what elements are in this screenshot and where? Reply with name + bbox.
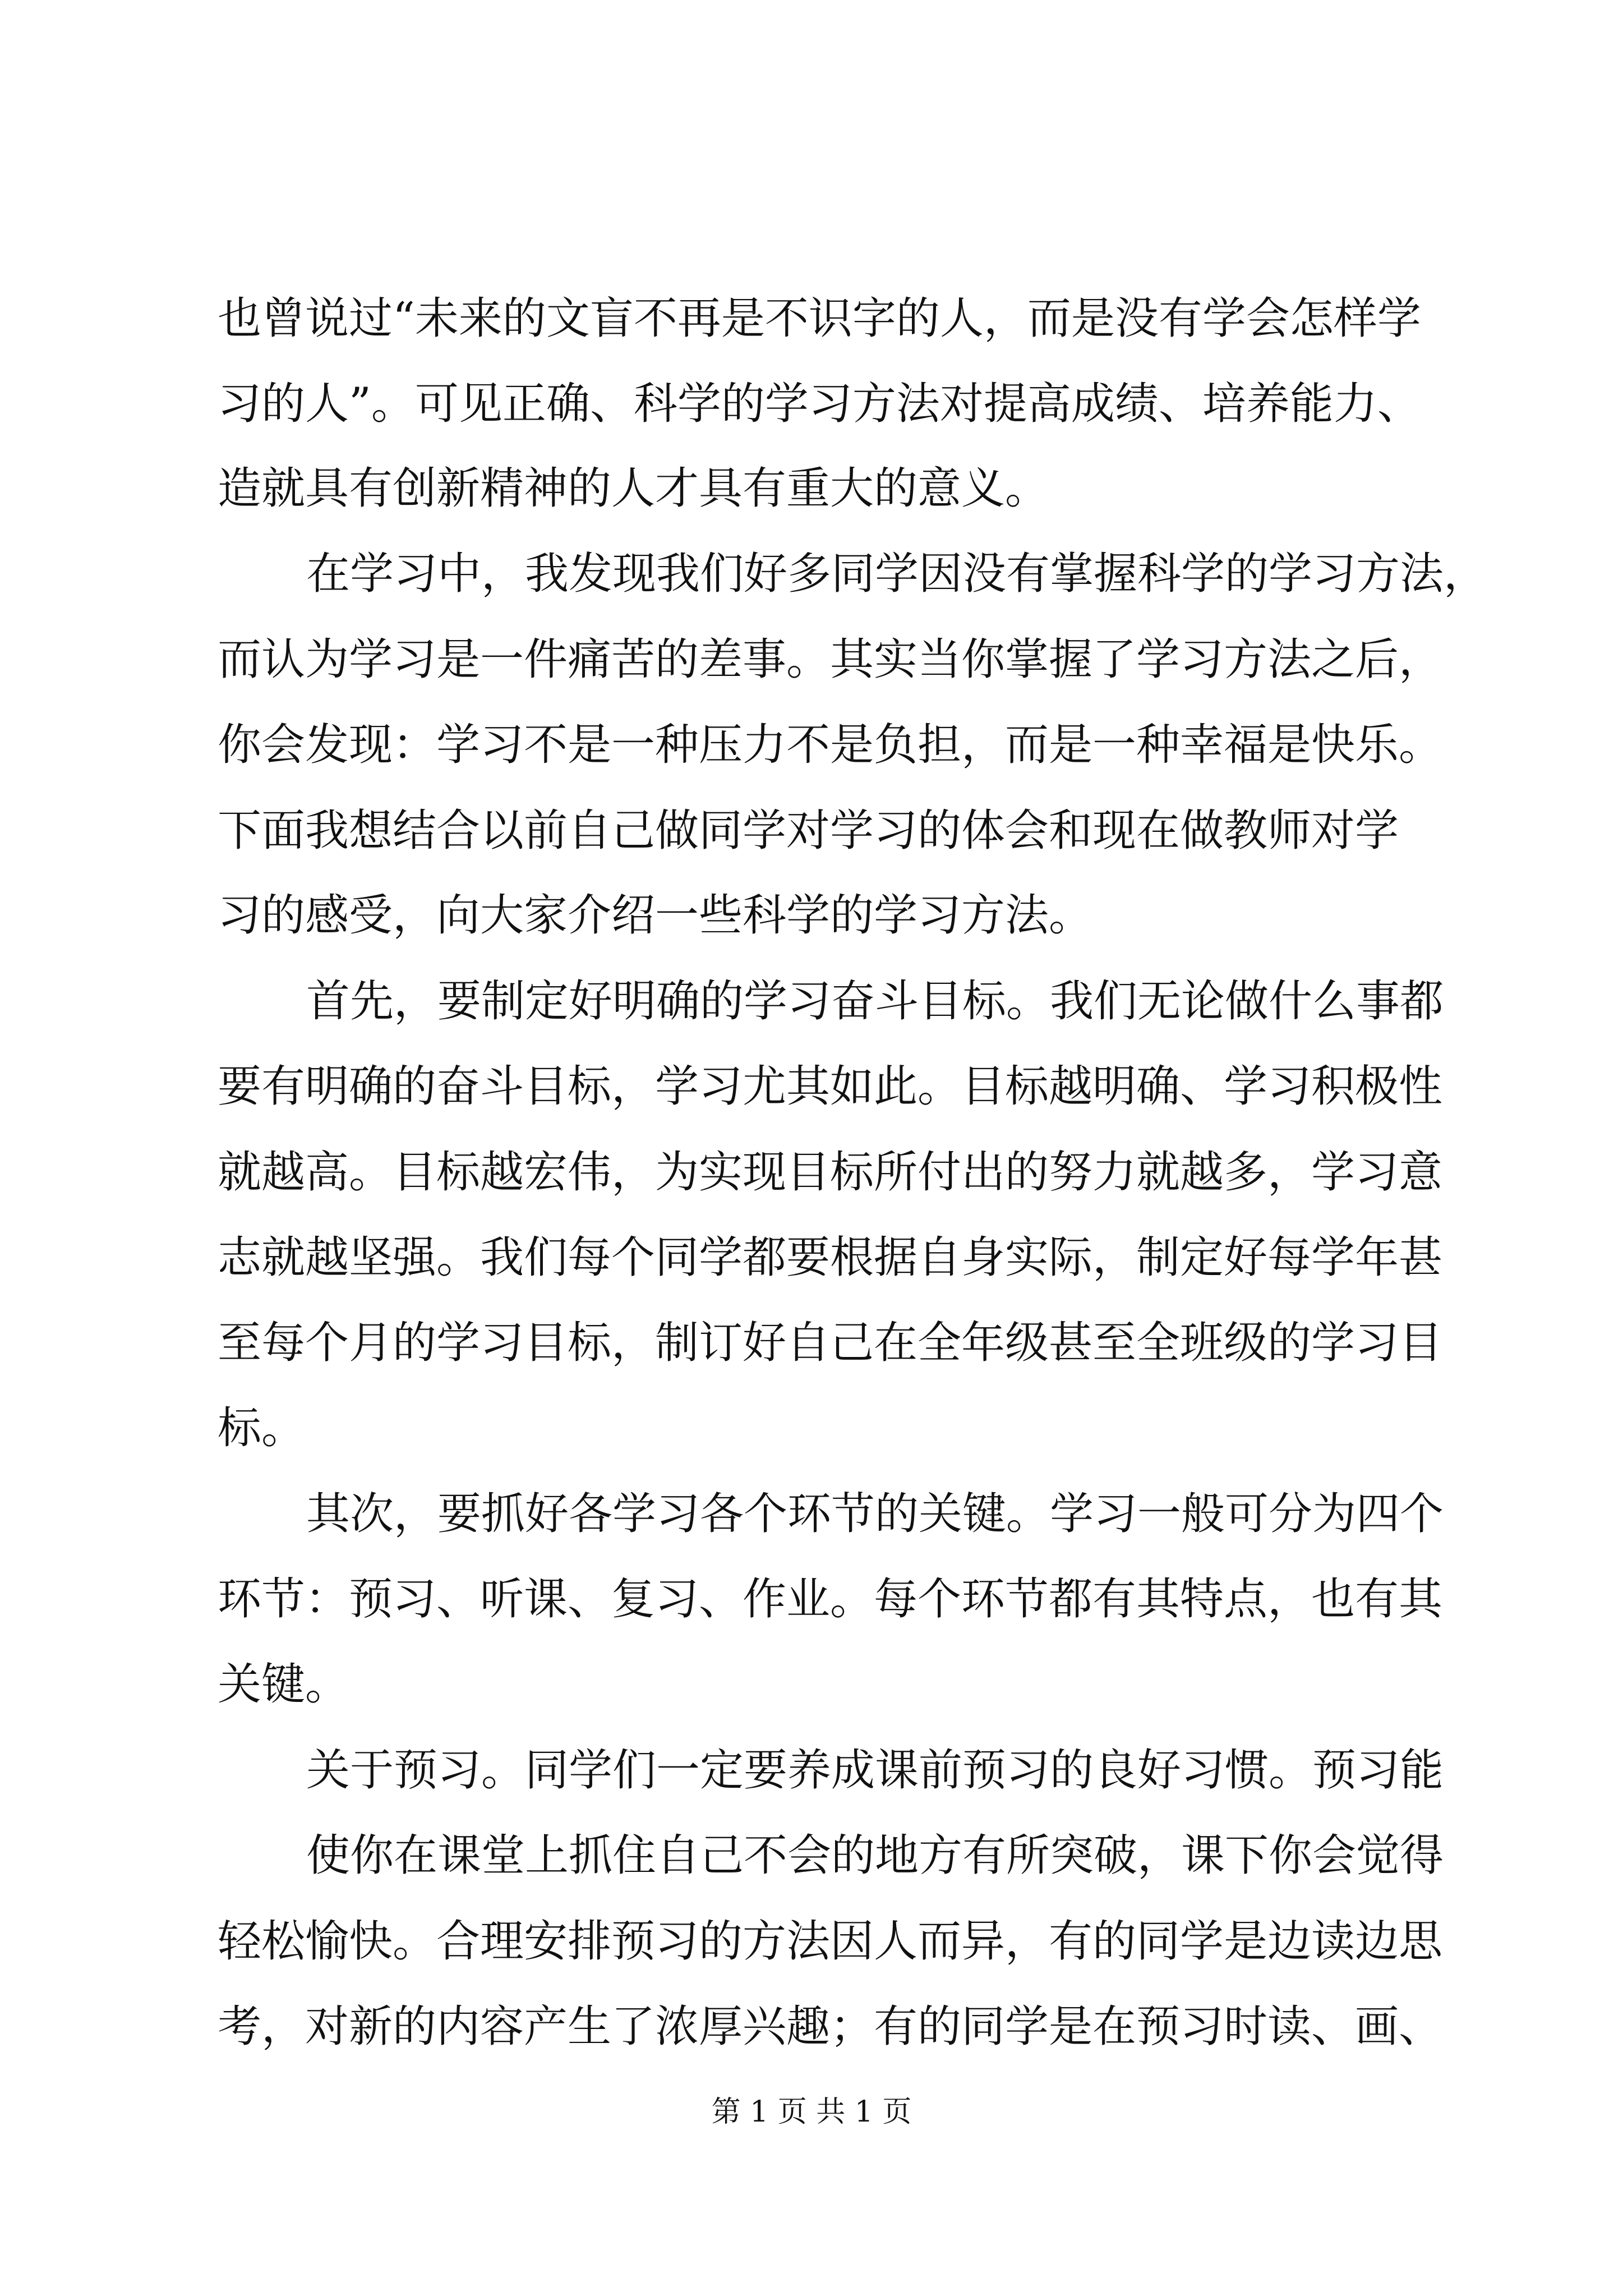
text-line: 就越高。目标越宏伟，为实现目标所付出的努力就越多，学习意 [218,1147,1443,1198]
text-line: 下面我想结合以前自己做同学对学习的体会和现在做教师对学 [218,806,1399,856]
text-line: 造就具有创新精神的人才具有重大的意义。 [218,463,1049,514]
text-line: 而认为学习是一件痛苦的差事。其实当你掌握了学习方法之后， [218,634,1443,685]
text-line: 其次，要抓好各学习各个环节的关键。学习一般可分为四个 [306,1489,1444,1539]
text-line: 考，对新的内容产生了浓厚兴趣；有的同学是在预习时读、画、 [218,2001,1443,2052]
text-line: 首先，要制定好明确的学习奋斗目标。我们无论做什么事都 [306,976,1444,1027]
text-line: 关键。 [218,1659,349,1710]
text-line: 关于预习。同学们一定要养成课前预习的良好习惯。预习能 [306,1745,1444,1796]
text-line: 环节：预习、听课、复习、作业。每个环节都有其特点，也有其 [218,1574,1443,1625]
text-line: 标。 [218,1403,306,1453]
text-line: 在学习中，我发现我们好多同学因没有掌握科学的学习方法， [306,549,1488,599]
text-line: 至每个月的学习目标，制订好自己在全年级甚至全班级的学习目 [218,1318,1443,1368]
page-number-footer: 第 1 页 共 1 页 [711,2095,912,2129]
text-line: 使你在课堂上抓住自己不会的地方有所突破，课下你会觉得 [306,1830,1444,1881]
text-line: 也曾说过“未来的文盲不再是不识字的人，而是没有学会怎样学 [218,293,1421,344]
text-line: 习的感受，向大家介绍一些科学的学习方法。 [218,890,1093,941]
text-line: 你会发现：学习不是一种压力不是负担，而是一种幸福是快乐。 [218,720,1443,770]
text-line: 要有明确的奋斗目标，学习尤其如此。目标越明确、学习积极性 [218,1061,1443,1112]
text-line: 习的人”。可见正确、科学的学习方法对提高成绩、培养能力、 [218,379,1421,429]
text-line: 轻松愉快。合理安排预习的方法因人而异，有的同学是边读边思 [218,1916,1443,1967]
text-line: 志就越坚强。我们每个同学都要根据自身实际，制定好每学年甚 [218,1232,1443,1283]
